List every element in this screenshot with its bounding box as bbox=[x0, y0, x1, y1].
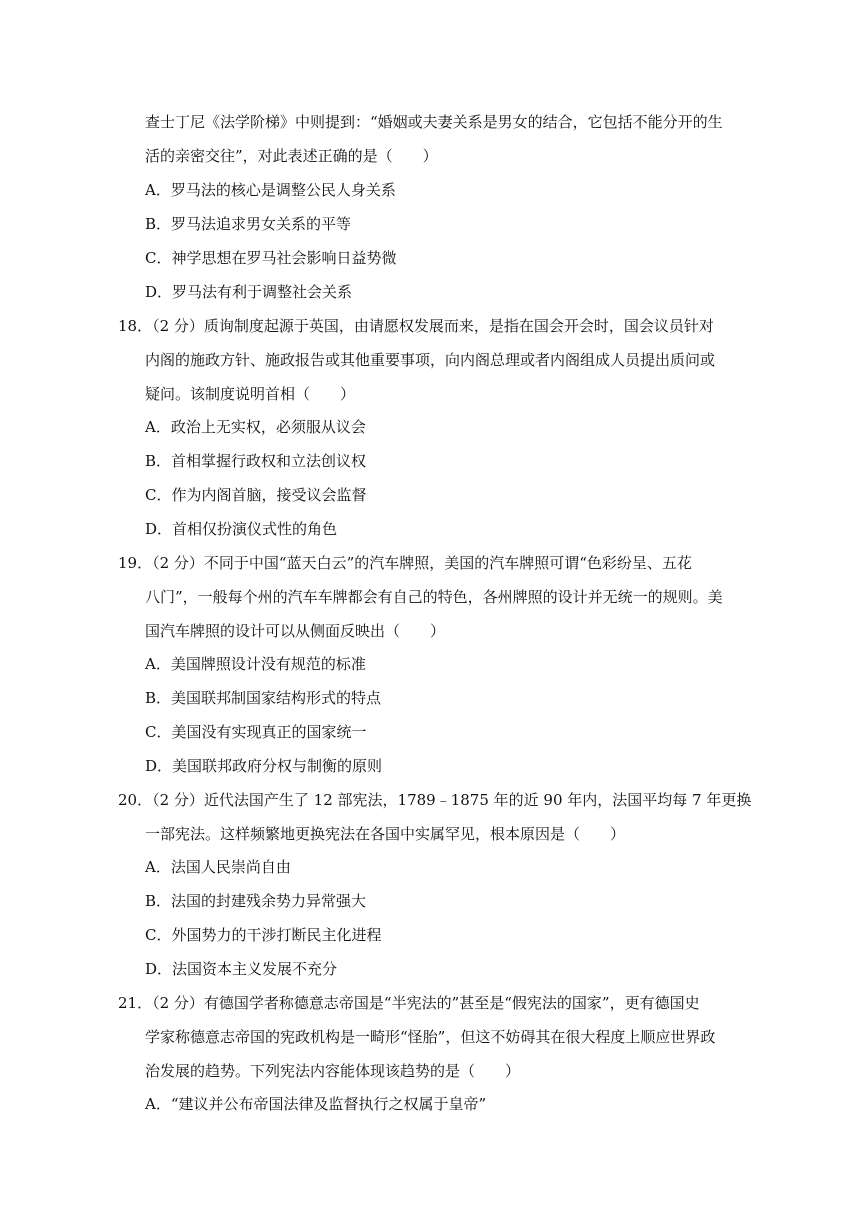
q19-option-d[interactable]: D．美国联邦政府分权与制衡的原则 bbox=[145, 757, 383, 775]
q20-option-c[interactable]: C．外国势力的干涉打断民主化进程 bbox=[145, 926, 382, 944]
q17-option-c[interactable]: C．神学思想在罗马社会影响日益势微 bbox=[145, 249, 397, 267]
q21-stem-line-2: 学家称德意志帝国的宪政机构是一畸形“怪胎”，但这不妨碍其在很大程度上顺应世界政 bbox=[145, 1028, 716, 1046]
q18-stem-line-2: 内阁的施政方针、施政报告或其他重要事项，向内阁总理或者内阁组成人员提出质问或 bbox=[145, 351, 716, 369]
q18-stem-line-3: 疑问。该制度说明首相（ ） bbox=[145, 385, 356, 403]
q20-option-a[interactable]: A．法国人民崇尚自由 bbox=[145, 858, 291, 876]
q19-option-a[interactable]: A．美国牌照设计没有规范的标准 bbox=[145, 655, 366, 673]
q17-option-a[interactable]: A．罗马法的核心是调整公民人身关系 bbox=[145, 181, 396, 199]
q18-option-d[interactable]: D．首相仅扮演仪式性的角色 bbox=[145, 520, 338, 538]
q19-option-b[interactable]: B．美国联邦制国家结构形式的特点 bbox=[145, 689, 382, 707]
q17-stem-line-2: 活的亲密交往”，对此表述正确的是（ ） bbox=[145, 147, 438, 165]
q20-stem-line-1: 20．（2 分）近代法国产生了 12 部宪法，1789﹣1875 年的近 90 年内，法国平均每 7 年更换 bbox=[118, 791, 752, 809]
q21-stem-line-1: 21．（2 分）有德国学者称德意志帝国是“半宪法的”甚至是“假宪法的国家”，更有德国史 bbox=[118, 994, 700, 1012]
q17-option-b[interactable]: B．罗马法追求男女关系的平等 bbox=[145, 215, 352, 233]
q20-option-d[interactable]: D．法国资本主义发展不充分 bbox=[145, 960, 338, 978]
q18-stem-line-1: 18．（2 分）质询制度起源于英国，由请愿权发展而来，是指在国会开会时，国会议员针对 bbox=[118, 317, 714, 335]
q19-stem-line-2: 八门”，一般每个州的汽车车牌都会有自己的特色，各州牌照的设计并无统一的规则。美 bbox=[145, 588, 723, 606]
q21-stem-line-3: 治发展的趋势。下列宪法内容能体现该趋势的是（ ） bbox=[145, 1062, 521, 1080]
q19-option-c[interactable]: C．美国没有实现真正的国家统一 bbox=[145, 723, 367, 741]
q18-option-a[interactable]: A．政治上无实权，必须服从议会 bbox=[145, 418, 366, 436]
q18-option-c[interactable]: C．作为内阁首脑，接受议会监督 bbox=[145, 486, 367, 504]
q21-option-a[interactable]: A．“建议并公布帝国法律及监督执行之权属于皇帝” bbox=[145, 1095, 487, 1113]
q20-stem-line-2: 一部宪法。这样频繁地更换宪法在各国中实属罕见，根本原因是（ ） bbox=[145, 825, 626, 843]
q17-stem-line-1: 查士丁尼《法学阶梯》中则提到：“婚姻或夫妻关系是男女的结合，它包括不能分开的生 bbox=[145, 113, 723, 131]
q20-option-b[interactable]: B．法国的封建残余势力异常强大 bbox=[145, 892, 367, 910]
q17-option-d[interactable]: D．罗马法有利于调整社会关系 bbox=[145, 283, 353, 301]
q19-stem-line-3: 国汽车牌照的设计可以从侧面反映出（ ） bbox=[145, 622, 446, 640]
q19-stem-line-1: 19．（2 分）不同于中国“蓝天白云”的汽车牌照，美国的汽车牌照可谓“色彩纷呈、五花 bbox=[118, 554, 692, 572]
q18-option-b[interactable]: B．首相掌握行政权和立法创议权 bbox=[145, 452, 367, 470]
